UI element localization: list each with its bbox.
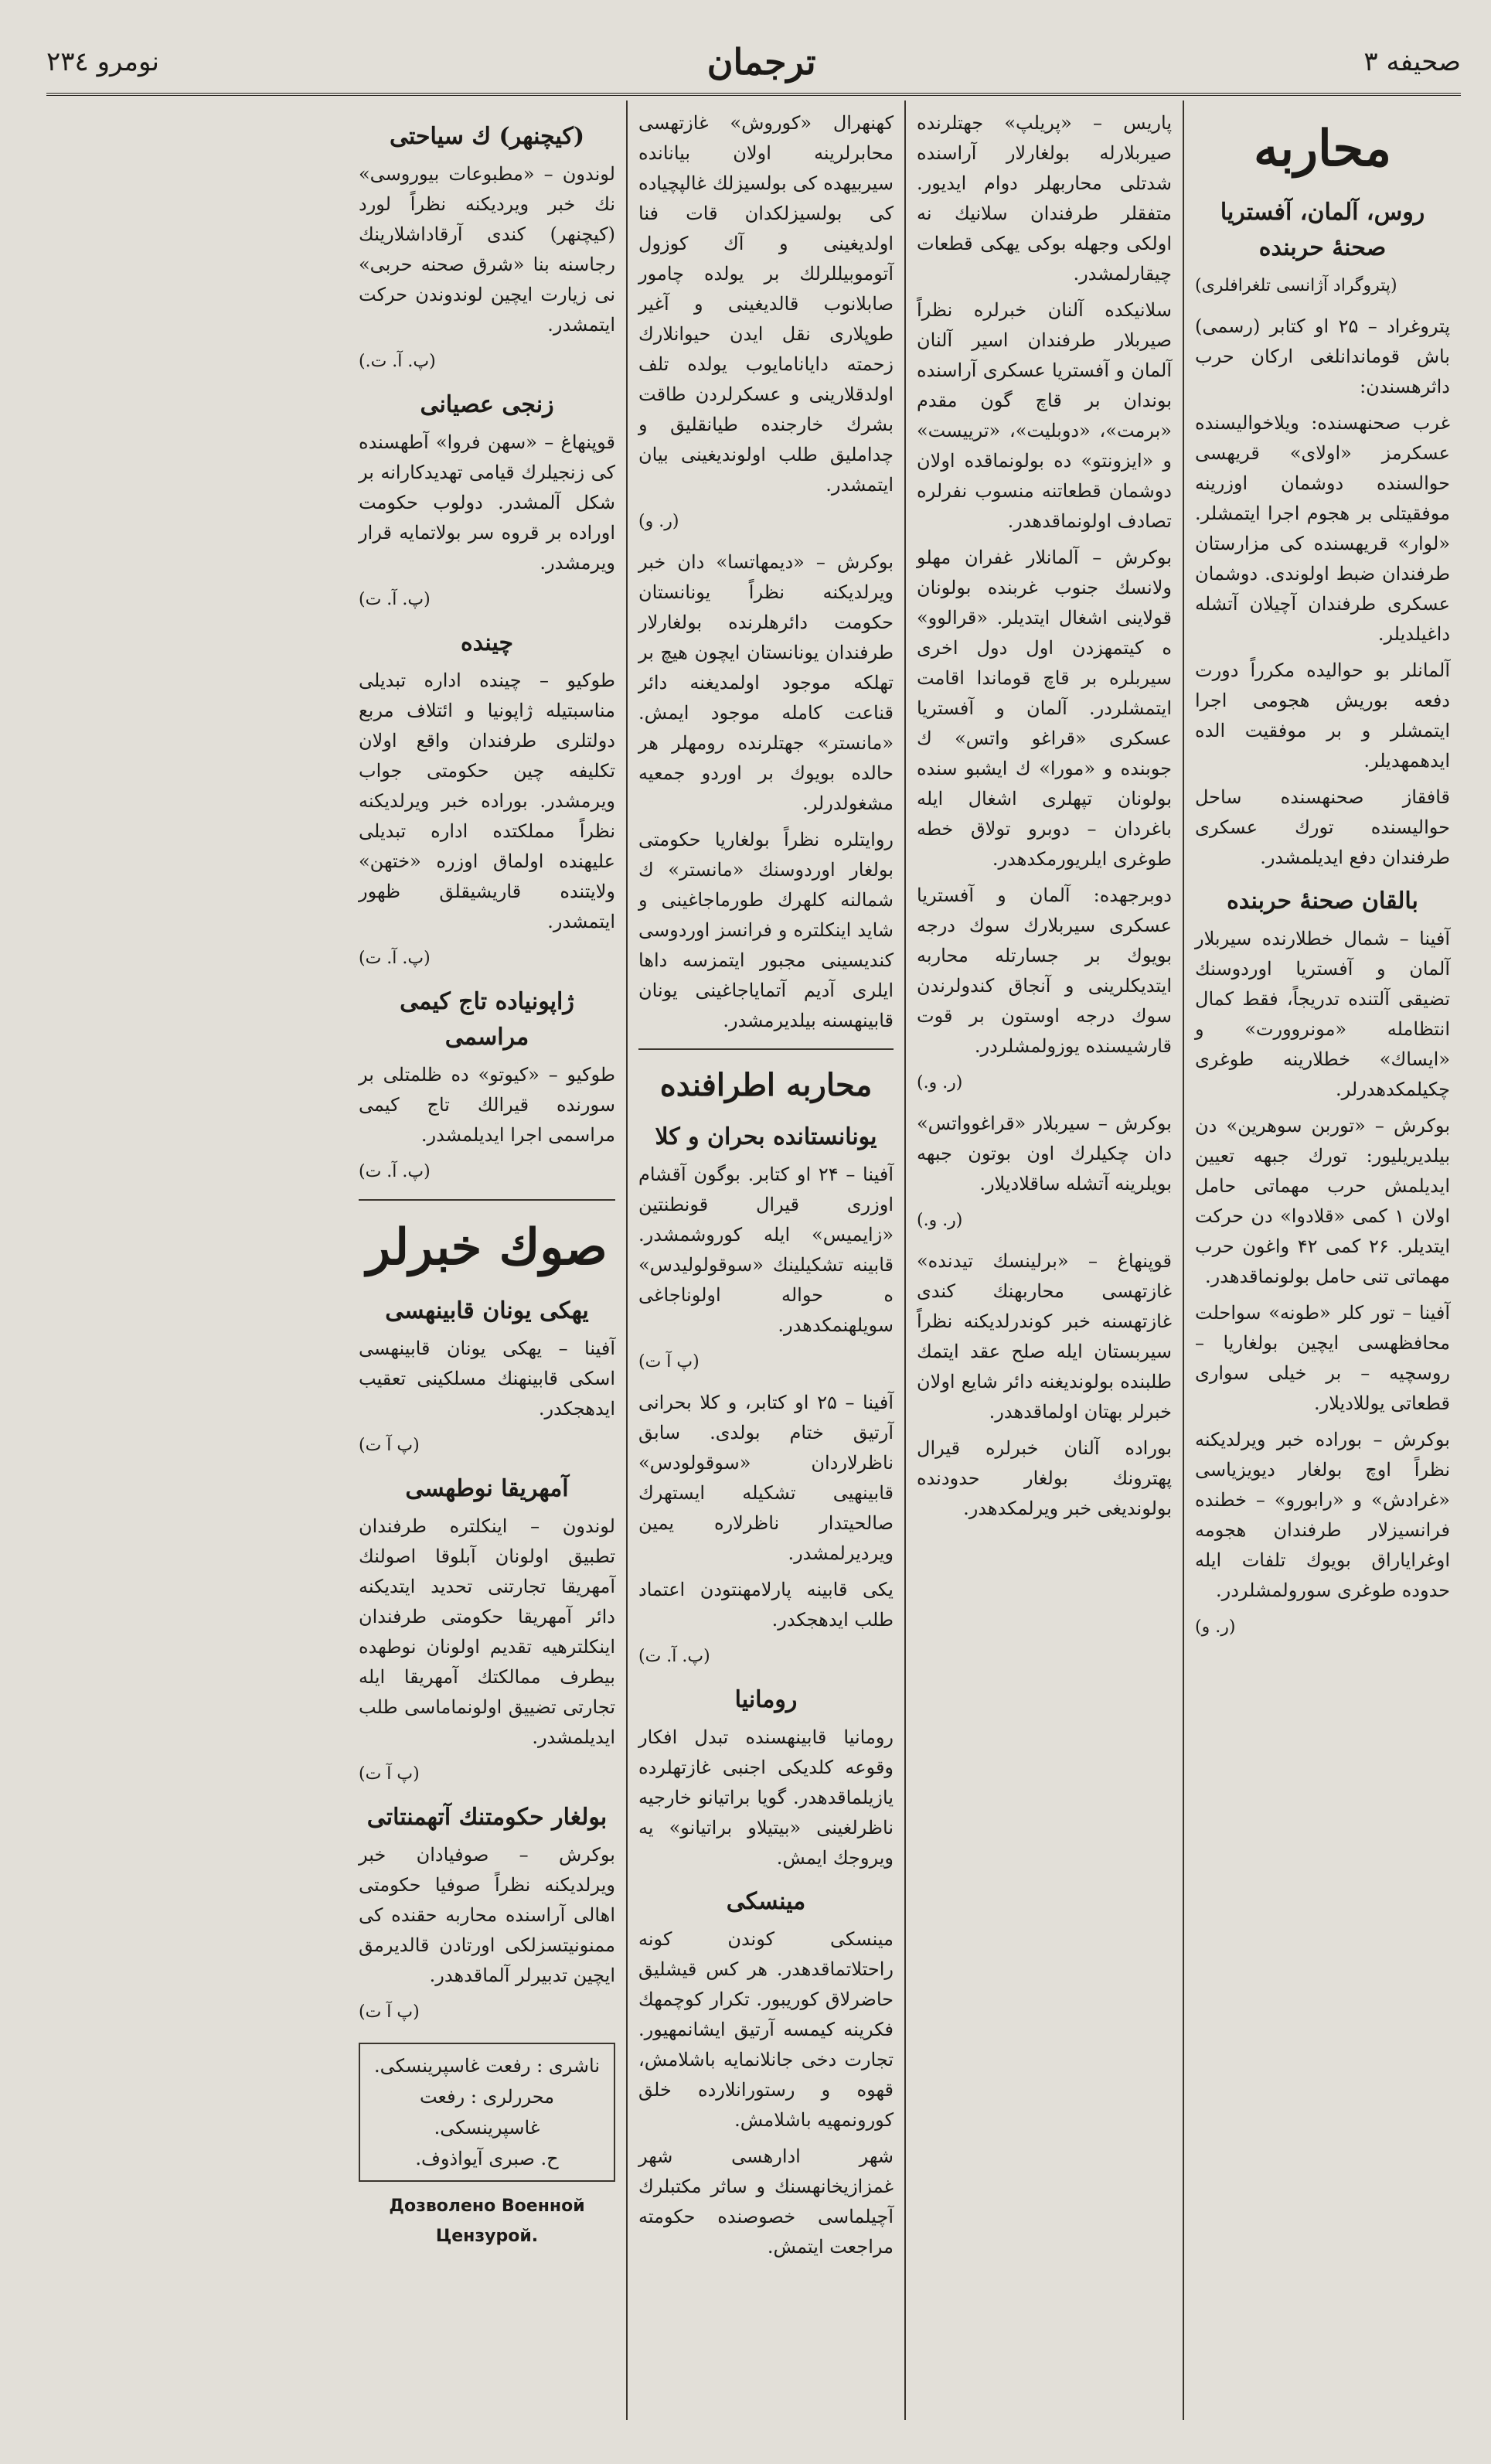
balkan-front-head: بالقان صحنهٔ حربنده <box>1227 888 1418 915</box>
article-paragraph: بوكرش – آلمانلار غفران مهلو ولانسك جنوب غربنده بولونان قولاينى اشغال ايتديلر. «قرالوو» ه كيتمهزدن اول دول اخرى سيربلره بر قاچ قوماندا اقامت ايتمشلردر. آلمان و آفستريا عسكرى «قراغو واتس» ك جوبنده و «مورا» ك ايشبو سنده بولونان تپهلرى اشغال ايله باغردان – دوبرو تولاق خطه طوغرى ايلريورمكدهدر. <box>917 547 1172 870</box>
editor-name: ح. صبرى آيواذوف. <box>415 2148 559 2169</box>
column-3 <box>626 101 904 2420</box>
article-paragraph: غرب صحنهسنده: ويلاخواليسنده عسكرمز «اولاى» قريهسى حوالسنده دوشمان اوزرينه موفقيتلى بر هجوم اجرا ايتمشلر. «لوار» قريهسنده كى مزارستان طرفندان ضبط اولوندى. دوشمان عسكرى طرفندان آچيلان آتشله داغيلديلر. <box>1195 412 1450 645</box>
article-paragraph: قوپنهاغ – «برلينسك تيدنده» غازتهسى محاربهنك كندى غازتهسنه خبر كوندرلديكنه نظراً سيربستان ايله صلح عقد ايتمك طلبنده بولونديغنه دائر شايع اولان خبرلر بهتان اولماقدهدر. <box>917 1250 1172 1423</box>
divider <box>638 1048 894 1050</box>
page-number: صحيفه ۳ <box>1363 46 1461 77</box>
article-paragraph: يكى قابينه پارلامهنتودن اعتماد طلب ايدهجكدر. <box>638 1579 894 1631</box>
column-2 <box>904 101 1183 2420</box>
publisher-name: رفعت غاسپرينسكى. <box>374 2055 531 2077</box>
article-paragraph: قافقاز صحنهسنده ساحل حواليسنده تورك عسكرى طرفندان دفع ايديلمشدر. <box>1195 786 1450 868</box>
article-paragraph: آلمانلر بو حواليده مكرراً دورت دفعه بوريش هجومى اجرا ايتمشلر و بر موفقيت الده ايدهمهديلر. <box>1195 659 1450 772</box>
publisher-line <box>369 2050 604 2081</box>
bulgaria-subhead: بولغار حكومتنك آتهمنتاتى <box>366 1804 608 1831</box>
agency-signature: (پ آ ت) <box>359 1436 420 1455</box>
article-paragraph: طوكيو – چينده اداره تبديلى مناسبتيله ژاپونيا و ائتلاف مربع دولتلرى طرفندان واقع اولان تكليفه چين حكومتى جواب ويرمشدر. بوراده خبر ويرلديكنه نظراً مملكتده اداره تبديلى عليهنده اولماق اوزره «ختهن» ولايتنده قاريشيقلق ظهور ايتمشدر. <box>359 670 615 932</box>
article-paragraph: كهنهرال «كوروش» غازتهسى محابرلرينه اولان بيانانده سيربيهده كى بولسيزلك غالپچياده كى بولسيزلكدان قات فنا اولديغينى و آك كوزول آتوموبيللرلك بر يولده چامور صابلانوب قالديغينى و آغير طوپلارى نقل ايدن حيوانلارك زحمته دايانامايوب يولده تلف اولدقلارينى و عسكرلردن طاقت بشرك خارجنده طيانقليق و چدامليق طلب اولونديغينى بيان ايتمشدر. <box>638 112 894 496</box>
divider <box>359 1199 615 1201</box>
romania-subhead: رومانيا <box>734 1686 798 1713</box>
agency-signature: (پ آ ت) <box>638 1352 700 1372</box>
article-paragraph: آفينا – ۲۵ او كتابر، و كلا بحرانى آرتيق ختام بولدى. سابق ناظرلاردان «سوقولودس» قابينهيى تشكيله ايستهرك صالحيتدار ناظرلاره يمين ويرديرلمشدر. <box>638 1392 894 1564</box>
article-paragraph: لوندون – اينكلتره طرفندان تطبيق اولونان آبلوقا اصولنك آمهريقا تجارتنى تحديد ايتديكنه دائر آمهريقا حكومتى طرفندان اينكلترهيه تقديم اولونان نوطهده بيطرف ممالكتك آمهريقا ايله تجارتى تضييق اولونماماسى طلب ايديلمشدر. <box>359 1515 615 1748</box>
minsk-subhead: مينسكى <box>726 1888 806 1915</box>
editors-line <box>369 2081 604 2143</box>
article-paragraph: روايتلره نظراً بولغاريا حكومتى بولغار اوردوسنك «مانستر» ك شمالنه كلهرك طورماجاغينى و شايد اينكلتره و فرانسز اوردوسى كنديسينى مجبور ايتمزسه داها ايلرى آديم آتماياجاغينى يونان قابينهسنه بيلديرمشدر. <box>638 829 894 1031</box>
editors-label: محررلرى : <box>470 2086 555 2108</box>
article-paragraph: بوكرش – «ديمهاتسا» دان خبر ويرلديكنه نظراً يونانستان حكومت دائرهلرنده بولغارلار طرفندان يونانستان ايچون هيچ بر تهلكه موجود اولمديغنه دائر قناعت كامله موجود ايمش. «مانستر» جهتلرنده رومهلر هر حالده بويوك بر اوردو جمعيه مشغولدرلر. <box>638 551 894 814</box>
article-paragraph: لوندون – «مطبوعات بيوروسى» نك خبر ويرديكنه نظراً لورد (كيچنهر) كندى آرقاداشلارينك رجاسنه بنا «شرق صحنه حربى» نى زيارت ايچين لوندوندن حركت ايتمشدر. <box>359 163 615 336</box>
greece-crisis-subhead: يونانستانده بحران و كلا <box>655 1123 877 1150</box>
article-paragraph: دوبرجهده: آلمان و آفستريا عسكرى سيربلارك سوك درجه بويوك بر جسارتله محاربه ايتديكلرينى و آنجاق كندولرندن سوك درجه اوستون بر قوت قارشيسنده يوزولمشلردر. <box>917 884 1172 1057</box>
issue-number: نومرو ۲۳٤ <box>46 46 160 77</box>
article-paragraph: آفينا – شمال خطلارنده سيربلار آلمان و آفستريا اوردوسنك تضيقى آلتنده تدريجاً، فقط كمال انتظامله «مونروورت» و «ايساك» خطلارينه طوغرى چكيلمكدهدرلر. <box>1195 928 1450 1100</box>
article-paragraph: قوپنهاغ – «سهن فروا» آطهسنده كى زنجيلرك قيامى تهديدكارانه بر شكل آلمشدر. دولوب حكومت اوراده بر قروه سر بولاتمايه قرار ويرمشدر. <box>359 431 615 574</box>
article-paragraph: بوكرش – «توربن سوهرين» دن بيلديريليور: تورك جبهه تعيين ايديلمش حرب مهماتى حامل اولان ۱ كمى «قلادوا» دن حركت ايتديلر. ۲۶ كمى ۴۲ واغون حرب مهماتى تنى حامل بولونماقدهدر. <box>1195 1115 1451 1287</box>
article-paragraph: طوكيو – «كيوتو» ده ظلمتلى بر سورنده قيرالك تاج كيمى مراسمى اجرا ايديلمشدر. <box>359 1064 615 1146</box>
agency-signature: (پ. آ. ت) <box>359 949 431 968</box>
column-4 <box>348 101 626 2420</box>
column-1 <box>1183 101 1461 2420</box>
america-note-subhead: آمهريقا نوطهسى <box>405 1475 569 1502</box>
agency-signature: (پ. آ. ت.) <box>359 352 436 371</box>
newspaper-title: ترجمان <box>706 41 816 83</box>
publisher-label: ناشرى : <box>536 2055 600 2077</box>
revolt-subhead: زنجى عصيانى <box>420 391 554 418</box>
kitchener-subhead: (كيچنهر) ك سياحتى <box>389 123 585 150</box>
censorship-note: Дозволено Военной Цензурой. <box>389 2196 585 2246</box>
article-paragraph: آفينا – تور كلر «طونه» سواحلت محافظهسى ايچين بولغاريا – روسچيه – بر خيلى سوارى قطعاتى يوللاديلار. <box>1195 1302 1450 1414</box>
agency-signature: (ر. و) <box>638 512 679 531</box>
agency-signature: (پ آ ت) <box>359 1764 420 1784</box>
war-title: محاربه <box>1253 120 1392 178</box>
article-paragraph: آفينا – ۲۴ او كتابر. بوگون آقشام اوزرى قيرال قونطنتين «زايميس» ايله كوروشمشدر. قابينه تشكيلينك «سوقولوليدس» ه حواله اولوناجاغى سويلهنمكدهدر. <box>638 1164 894 1336</box>
article-paragraph: پتروغراد – ۲۵ او كتابر (رسمى) باش قوماندانلغى اركان حرب داثرهسندن: <box>1195 315 1450 397</box>
article-paragraph: رومانيا قابينهسنده تبدل افكار وقوعه كلديكى اجنبى غازتهلرده يازيلماقدهدر. گويا براتيانو خارجيه ناظرلغينى «بيتيلاو براتيانو» يه ويروجك ايمش. <box>638 1726 894 1869</box>
new-cabinet-subhead: يهكى يونان قابينهسى <box>385 1297 589 1324</box>
agency-byline: (پتروگراد آژانسى تلغرافلرى) <box>1195 276 1397 295</box>
china-subhead: چينده <box>460 629 514 656</box>
article-paragraph: مينسكى كوندن كونه راحتلاتماقدهدر. هر كس قيشليق حاضرلاق كوريبور. تكرار كوچمهك فكرينه كيمسه آرتيق ايشانمهيور. تجارت دخى جانلانمايه باشلامش، قهوه و رستورانلارده خلق كورونمهيه باشلامش. <box>638 1928 894 2131</box>
latest-news-title: صوك خبرلر <box>366 1218 608 1276</box>
agency-signature: (پ آ ت) <box>359 2002 420 2022</box>
masthead-box <box>359 2043 615 2182</box>
agency-signature: (پ. آ. ت) <box>359 590 431 609</box>
article-paragraph: آفينا – يهكى يونان قابينهسى اسكى قابينهنك مسلكينى تعقيب ايدهجكدر. <box>359 1338 615 1419</box>
agency-signature: (پ. آ. ت) <box>638 1647 710 1666</box>
eastern-front-head: روس، آلمان، آفستريا صحنهٔ حربنده <box>1220 199 1425 261</box>
article-paragraph: بوكرش – سيربلار «قراغوواتس» دان چكيلرك اون بوتون جبهه بويلرينه آتشله ساقلاديلار. <box>917 1113 1172 1195</box>
article-paragraph: بوكرش – صوفيادان خبر ويرلديكنه نظراً صوفيا حكومتى اهالى آراسنده محاربه حقنده كى ممنونيتسزلكى اورتادن قالديرمق ايچين تدبيرلر آلماقدهدر. <box>359 1844 615 1986</box>
around-war-title: محاربه اطرافنده <box>659 1067 873 1103</box>
editor-name: رفعت غاسپرينسكى. <box>419 2086 540 2139</box>
page-header <box>46 31 1461 96</box>
agency-signature: (ر. و.) <box>917 1211 963 1230</box>
article-paragraph: بوراده آلنان خبرلره قيرال پهترونك بولغار حدودنده بولونديغى خبر ويرلمكدهدر. <box>917 1437 1172 1519</box>
columns <box>46 101 1461 2420</box>
article-paragraph: سلانيكده آلنان خبرلره نظراً صيربلار طرفندان اسير آلنان آلمان و آفستريا عسكرى آراسنده بوندان بر قاچ گون مقدم «برمت»، «دوبليت»، «ترييست» و «ايزونتو» ده بولونماقده اولان دوشمان قطعاتنه منسوب نفرلره تصادف اولونماقدهدر. <box>917 299 1172 532</box>
agency-signature: (ر. و) <box>1195 1617 1236 1637</box>
article-paragraph: پاريس – «پريلپ» جهتلرنده صيربلارله بولغارلار آراسنده شدتلى محاربهلر دوام ايديور. متفقلر طرفندان سلانيك نه اولكى وجهله بوكى يهكى قطعات چيقارلمشدر. <box>917 112 1172 285</box>
japan-coronation-subhead: ژاپونياده تاج كيمى مراسمى <box>400 988 574 1051</box>
article-paragraph: شهر ادارهسى شهر غمزازيخانهسنك و ساثر مكتبلرك آچيلماسى خصوصنده حكومته مراجعت ايتمش. <box>638 2145 894 2258</box>
agency-signature: (ر. و.) <box>917 1073 963 1092</box>
agency-signature: (پ. آ. ت) <box>359 1162 431 1181</box>
article-paragraph: بوكرش – بوراده خبر ويرلديكنه نظراً اوچ بولغار ديويزياسى «غرادش» و «رابورو» – خطنده فرانسيزلار طرفندان هجومه اوغراياراق بويوك تلفات ايله حدوده طوغرى سورولمشلردر. <box>1195 1429 1450 1601</box>
